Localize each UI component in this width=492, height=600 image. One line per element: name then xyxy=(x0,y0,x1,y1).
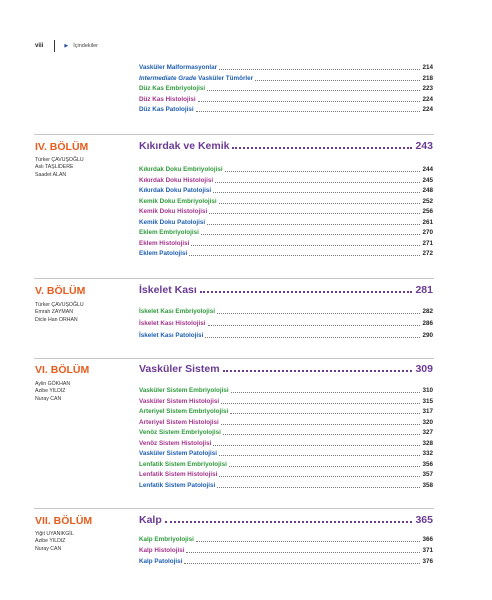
toc-entry-label: Lenfatik Sistem Patolojisi xyxy=(139,481,216,489)
toc-entry-label: Vasküler Malformasyonlar xyxy=(139,64,218,71)
leader-dots xyxy=(225,171,421,172)
leader-dots xyxy=(196,111,421,112)
toc-entry-page: 327 xyxy=(422,429,433,436)
leader-dots xyxy=(219,455,420,456)
toc-entry-page: 223 xyxy=(422,85,433,92)
toc-entry[interactable] xyxy=(139,95,433,105)
toc-entry[interactable] xyxy=(139,74,433,84)
toc-entry[interactable] xyxy=(139,428,433,438)
leader-dots xyxy=(231,392,421,393)
section-divider xyxy=(34,134,434,135)
toc-entry[interactable] xyxy=(139,331,433,341)
toc-entry-label: Vasküler Sistem Histolojisi xyxy=(139,397,220,405)
leader-dots xyxy=(219,69,420,70)
toc-entry-label: Düz Kas Histolojisi xyxy=(139,95,196,103)
toc-entry-page: 252 xyxy=(422,197,433,205)
author: Nuray CAN xyxy=(35,395,62,402)
toc-entry[interactable] xyxy=(139,460,433,470)
leader-dots xyxy=(215,182,420,183)
section-title[interactable] xyxy=(139,513,433,527)
section-title-label: İskelet Kası xyxy=(139,284,197,296)
leader-dots xyxy=(186,552,420,553)
author: Azibe YILDIZ xyxy=(35,388,66,395)
leader-dots xyxy=(207,90,420,91)
section-title[interactable] xyxy=(139,283,433,297)
toc-entry-label: Eklem Patolojisi xyxy=(139,250,188,257)
toc-entry-page: 317 xyxy=(422,408,433,415)
toc-entry-page: 290 xyxy=(422,332,433,339)
toc-entry-page: 358 xyxy=(422,481,433,489)
toc-entry-label: Eklem Histolojisi xyxy=(139,239,190,247)
toc-entry[interactable] xyxy=(139,397,433,407)
toc-entry-label: Venöz Sistem Histolojisi xyxy=(139,439,212,447)
author: Azibe YILDIZ xyxy=(35,538,66,545)
toc-entry[interactable] xyxy=(139,186,433,196)
leader-dots xyxy=(201,234,421,235)
toc-entry-page: 315 xyxy=(422,397,433,405)
page-header xyxy=(35,40,98,52)
toc-entry[interactable] xyxy=(139,239,433,249)
toc-entry-label: Kıkırdak Doku Patolojisi xyxy=(139,187,212,194)
section-title-label: Vasküler Sistem xyxy=(139,363,220,375)
toc-entry-page: 224 xyxy=(422,95,433,103)
toc-entry[interactable] xyxy=(139,197,433,207)
header-title: İçindekiler xyxy=(73,43,98,49)
leader-dots xyxy=(219,203,421,204)
triangle-right-icon: ▶ xyxy=(64,43,69,49)
leader-dots xyxy=(221,424,421,425)
toc-entry-page: 272 xyxy=(422,250,433,257)
toc-entry-label: Kemik Doku Embriyolojisi xyxy=(139,197,217,205)
toc-entry[interactable] xyxy=(139,546,433,556)
author: Nuray CAN xyxy=(35,545,62,552)
section-authors xyxy=(35,531,74,553)
leader-dots xyxy=(217,487,420,488)
leader-dots xyxy=(208,325,421,326)
leader-dots xyxy=(232,147,412,149)
toc-entry-label: İskelet Kası Patolojisi xyxy=(139,332,204,339)
toc-entry-label: Kıkırdak Doku Embriyolojisi xyxy=(139,166,223,173)
leader-dots xyxy=(184,563,420,564)
toc-entry[interactable] xyxy=(139,218,433,228)
toc-entry-label-italic: Intermediate Grade xyxy=(139,74,197,82)
toc-entry-label: İskelet Kası Histolojisi xyxy=(139,320,206,327)
toc-entry-page: 214 xyxy=(422,64,433,71)
toc-entry-page: 270 xyxy=(422,229,433,236)
toc-entry-page: 356 xyxy=(422,460,433,468)
toc-entry-page: 332 xyxy=(422,450,433,457)
toc-entry-page: 256 xyxy=(422,208,433,215)
toc-entry-label: Kalp Embriyolojisi xyxy=(139,536,194,543)
toc-entry[interactable] xyxy=(139,386,433,396)
author: Yiğit UYANIKGİL xyxy=(35,531,74,537)
section-divider xyxy=(34,278,434,279)
leader-dots xyxy=(255,80,420,81)
section-authors xyxy=(35,157,84,179)
toc-entry-page: 261 xyxy=(422,218,433,226)
toc-entry[interactable] xyxy=(139,207,433,217)
leader-dots xyxy=(191,245,420,246)
toc-entry[interactable] xyxy=(139,249,433,259)
toc-entry[interactable] xyxy=(139,63,433,73)
header-divider xyxy=(54,40,55,52)
toc-entry-page: 371 xyxy=(422,547,433,554)
section-number: VI. BÖLÜM xyxy=(35,364,90,376)
author: Aylin GÖKHAN xyxy=(35,381,71,387)
toc-entry-label: Kemik Doku Histolojisi xyxy=(139,208,208,215)
toc-entry-page: 328 xyxy=(422,439,433,447)
toc-entry-label xyxy=(139,74,253,84)
section-title-page: 243 xyxy=(415,140,433,152)
toc-entry-page: 357 xyxy=(422,471,433,478)
author: Türker ÇAVUŞOĞLU xyxy=(35,157,84,163)
author: Saadet ALAN xyxy=(35,171,67,178)
toc-entry-label: Vasküler Sistem Embriyolojisi xyxy=(139,387,229,394)
toc-entry-page: 224 xyxy=(422,106,433,113)
section-title-label: Kıkırdak ve Kemik xyxy=(139,140,230,152)
leader-dots xyxy=(198,101,421,102)
leader-dots xyxy=(207,224,420,225)
leader-dots xyxy=(230,413,420,414)
section-divider xyxy=(34,358,434,359)
toc-entry[interactable] xyxy=(139,418,433,428)
toc-entry-page: 310 xyxy=(422,387,433,394)
leader-dots xyxy=(196,541,421,542)
toc-entry-page: 320 xyxy=(422,418,433,426)
author: Aslı TAŞLIDERE xyxy=(35,164,74,171)
toc-entry-page: 245 xyxy=(422,176,433,184)
toc-entry-label-rest: Vasküler Tümörler xyxy=(196,74,254,82)
toc-entry[interactable] xyxy=(139,481,433,491)
toc-entry-label: Kemik Doku Patolojisi xyxy=(139,218,206,226)
toc-entry[interactable] xyxy=(139,319,433,329)
toc-entry-page: 218 xyxy=(422,74,433,82)
toc-entry-label: Düz Kas Patolojisi xyxy=(139,106,194,113)
section-number: IV. BÖLÜM xyxy=(35,141,89,153)
toc-entry[interactable] xyxy=(139,84,433,94)
toc-entry-label: Vasküler Sistem Patolojisi xyxy=(139,450,218,457)
toc-entry[interactable] xyxy=(139,449,433,459)
toc-entry-page: 366 xyxy=(422,536,433,543)
author: Emrah ZAYMAN xyxy=(35,309,73,316)
toc-entry[interactable] xyxy=(139,176,433,186)
page-number: viii xyxy=(35,43,44,49)
leader-dots xyxy=(213,445,420,446)
toc-entry[interactable] xyxy=(139,535,433,545)
leader-dots xyxy=(223,370,413,372)
author: Türker ÇAVUŞOĞLU xyxy=(35,302,84,308)
toc-entry-label: Venöz Sistem Embriyolojisi xyxy=(139,429,221,436)
leader-dots xyxy=(223,434,421,435)
toc-entry-label: Arteriyel Sistem Embriyolojisi xyxy=(139,408,229,415)
toc-entry-label: Kıkırdak Doku Histolojisi xyxy=(139,176,214,184)
author: Dicle Han ORHAN xyxy=(35,316,78,323)
section-title-page: 281 xyxy=(415,284,433,296)
toc-entry-page: 271 xyxy=(422,239,433,247)
toc-entry-page: 376 xyxy=(422,558,433,565)
toc-entry-page: 244 xyxy=(422,166,433,173)
toc-entry-page: 248 xyxy=(422,187,433,194)
leader-dots xyxy=(213,192,420,193)
toc-entry[interactable] xyxy=(139,105,433,115)
toc-entry[interactable] xyxy=(139,470,433,480)
section-title[interactable] xyxy=(139,139,433,153)
leader-dots xyxy=(217,313,421,314)
section-authors xyxy=(35,302,84,324)
section-number: VII. BÖLÜM xyxy=(35,515,93,527)
leader-dots xyxy=(165,521,413,523)
toc-entry-page: 286 xyxy=(422,320,433,327)
toc-entry-label: Kalp Patolojisi xyxy=(139,558,183,565)
section-title[interactable] xyxy=(139,362,433,376)
section-authors xyxy=(35,381,70,403)
toc-entry-label: Lenfatik Sistem Embriyolojisi xyxy=(139,460,227,468)
toc-entry-label: Lenfatik Sistem Histolojisi xyxy=(139,471,218,478)
toc-entry-page: 282 xyxy=(422,308,433,315)
section-title-label: Kalp xyxy=(139,514,162,526)
leader-dots xyxy=(219,476,420,477)
toc-entry-label: Kalp Histolojisi xyxy=(139,547,185,554)
toc-entry-label: Düz Kas Embriyolojisi xyxy=(139,85,206,92)
section-title-page: 309 xyxy=(415,363,433,375)
toc-entry[interactable] xyxy=(139,557,433,567)
leader-dots xyxy=(229,466,421,467)
toc-entry-label: Eklem Embriyolojisi xyxy=(139,229,199,236)
section-number: V. BÖLÜM xyxy=(35,285,86,297)
toc-entry-label: Arteriyel Sistem Histolojisi xyxy=(139,418,219,426)
toc-entry[interactable] xyxy=(139,165,433,175)
leader-dots xyxy=(189,255,420,256)
leader-dots xyxy=(221,403,420,404)
toc-entry[interactable] xyxy=(139,307,433,317)
section-title-page: 365 xyxy=(415,514,433,526)
toc-entry[interactable] xyxy=(139,228,433,238)
section-divider xyxy=(34,508,434,509)
leader-dots xyxy=(209,213,420,214)
toc-entry[interactable] xyxy=(139,407,433,417)
leader-dots xyxy=(205,337,420,338)
leader-dots xyxy=(200,291,413,293)
toc-entry[interactable] xyxy=(139,439,433,449)
toc-entry-label: İskelet Kası Embriyolojisi xyxy=(139,308,215,315)
